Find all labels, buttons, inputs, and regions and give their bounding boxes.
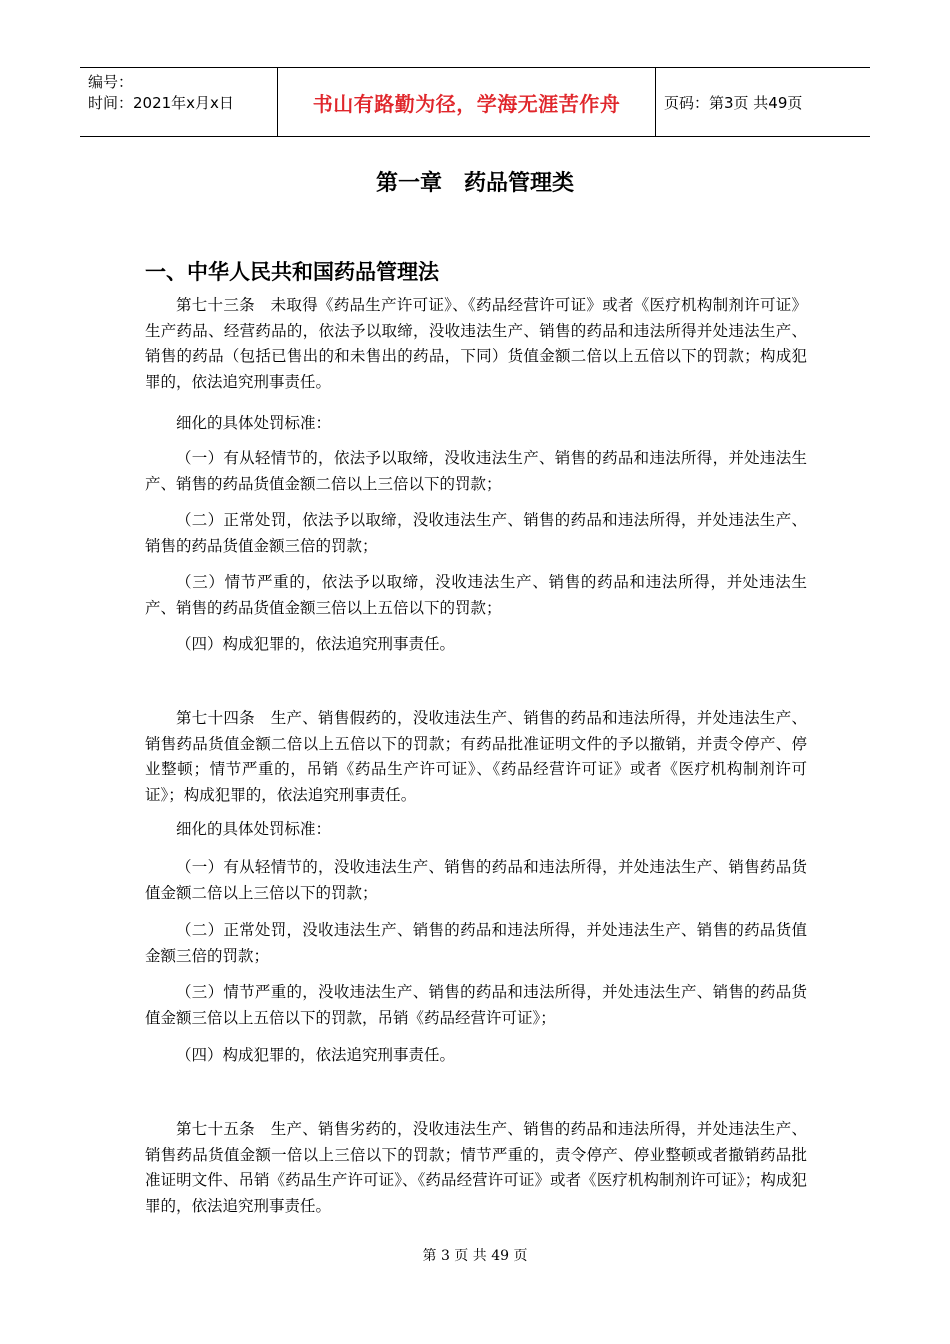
article-74 bbox=[145, 706, 807, 808]
header-slogan: 书山有路勤为径，学海无涯苦作舟 bbox=[278, 68, 656, 136]
article-74-item-1-block bbox=[145, 855, 807, 906]
article-73 bbox=[145, 293, 807, 395]
article-74-detail-heading: 细化的具体处罚标准： bbox=[176, 820, 332, 838]
article-73-item-4: （四）构成犯罪的，依法追究刑事责任。 bbox=[176, 635, 456, 653]
article-74-item-2-block bbox=[145, 918, 807, 969]
article-74-detail-heading-block bbox=[145, 817, 807, 843]
article-74-text: 第七十四条 生产、销售假药的，没收违法生产、销售的药品和违法所得，并处违法生产、销售药品货值金额二倍以上五倍以下的罚款；有药品批准证明文件的予以撤销，并责令停产、停业整顿；情节严重的，吊销《药品生产许可证》、《药品经营许可证》或者《医疗机构制剂许可证》；构成犯罪的，依法追究刑事责任。 bbox=[145, 709, 807, 804]
article-73-item-2-block bbox=[145, 508, 807, 559]
chapter-title: 第一章 药品管理类 bbox=[375, 171, 574, 196]
article-73-detail-heading-block bbox=[145, 411, 807, 437]
article-73-item-2: （二）正常处罚，依法予以取缔，没收违法生产、销售的药品和违法所得，并处违法生产、销售的药品货值金额三倍的罚款； bbox=[145, 511, 807, 555]
document-number-label: 编号： bbox=[88, 73, 134, 91]
article-73-item-1: （一）有从轻情节的，依法予以取缔，没收违法生产、销售的药品和违法所得，并处违法生产、销售的药品货值金额二倍以上三倍以下的罚款； bbox=[145, 449, 807, 493]
article-73-item-1-block bbox=[145, 446, 807, 497]
article-75 bbox=[145, 1117, 807, 1219]
article-73-detail-heading: 细化的具体处罚标准： bbox=[176, 414, 332, 432]
article-74-item-3: （三）情节严重的，没收违法生产、销售的药品和违法所得，并处违法生产、销售的药品货值金额三倍以上五倍以下的罚款，吊销《药品经营许可证》； bbox=[145, 983, 807, 1027]
article-74-item-4-block bbox=[145, 1043, 807, 1069]
page-header bbox=[80, 67, 870, 137]
header-meta bbox=[80, 68, 278, 136]
article-74-item-2: （二）正常处罚，没收违法生产、销售的药品和违法所得，并处违法生产、销售的药品货值金额三倍的罚款； bbox=[145, 921, 807, 965]
page-footer: 第 3 页 共 49 页 bbox=[422, 1248, 528, 1264]
article-73-item-3-block bbox=[145, 570, 807, 621]
document-date-label: 时间：2021年x月x日 bbox=[88, 94, 234, 112]
header-page-label: 页码：第3页 共49页 bbox=[664, 93, 803, 112]
article-73-item-4-block bbox=[145, 632, 807, 658]
article-74-item-3-block bbox=[145, 980, 807, 1031]
article-75-text: 第七十五条 生产、销售劣药的，没收违法生产、销售的药品和违法所得，并处违法生产、销售药品货值金额一倍以上三倍以下的罚款；情节严重的，责令停产、停业整顿或者撤销药品批准证明文件、吊销《药品生产许可证》、《药品经营许可证》或者《医疗机构制剂许可证》；构成犯罪的，依法追究刑事责任。 bbox=[145, 1120, 807, 1215]
article-73-text: 第七十三条 未取得《药品生产许可证》、《药品经营许可证》或者《医疗机构制剂许可证》生产药品、经营药品的，依法予以取缔，没收违法生产、销售的药品和违法所得并处违法生产、销售的药品（包括已售出的和未售出的药品，下同）货值金额二倍以上五倍以下的罚款；构成犯罪的，依法追究刑事责任。 bbox=[145, 296, 807, 391]
section-title: 一、中华人民共和国药品管理法 bbox=[145, 260, 439, 284]
article-73-item-3: （三）情节严重的，依法予以取缔，没收违法生产、销售的药品和违法所得，并处违法生产、销售的药品货值金额三倍以上五倍以下的罚款； bbox=[145, 573, 807, 617]
article-74-item-4: （四）构成犯罪的，依法追究刑事责任。 bbox=[176, 1046, 456, 1064]
article-74-item-1: （一）有从轻情节的，没收违法生产、销售的药品和违法所得，并处违法生产、销售药品货值金额二倍以上三倍以下的罚款； bbox=[145, 858, 807, 902]
